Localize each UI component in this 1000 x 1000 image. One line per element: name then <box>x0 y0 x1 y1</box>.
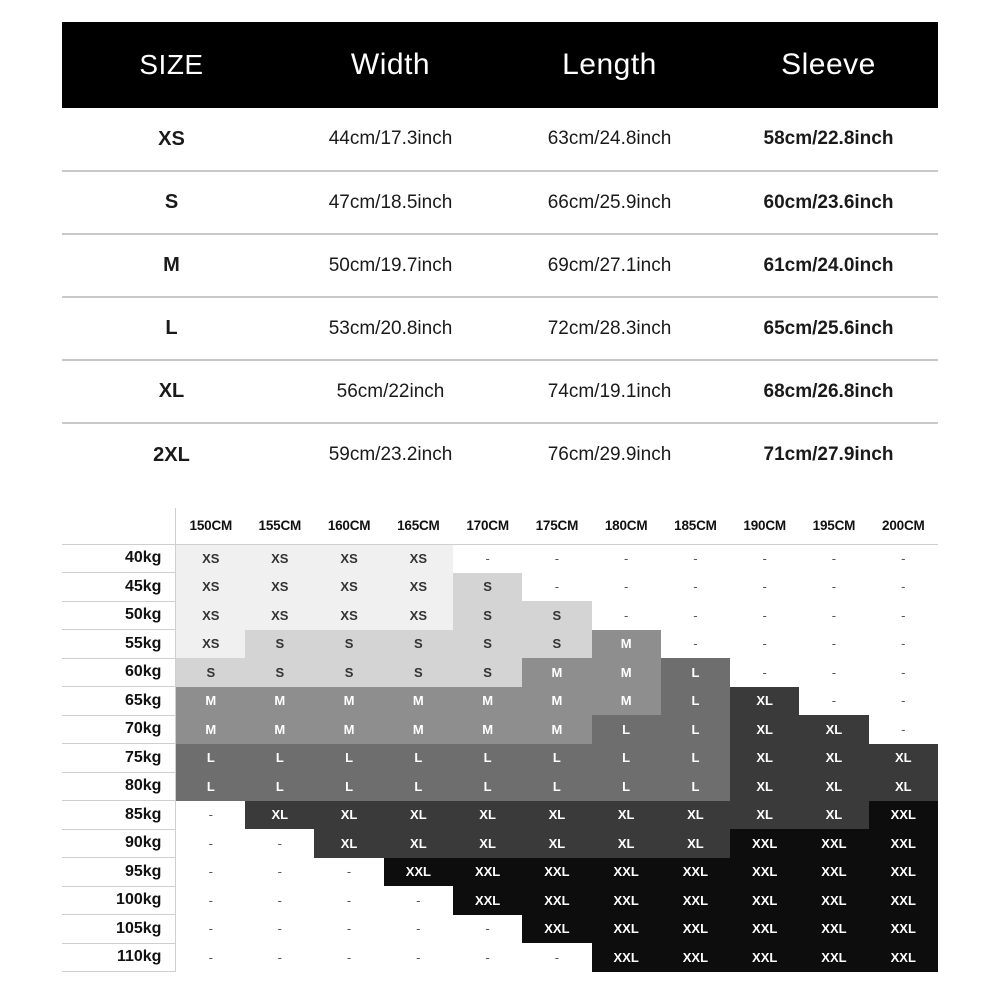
matrix-height-header: 200CM <box>869 508 938 544</box>
matrix-cell-empty: - <box>384 943 453 972</box>
matrix-cell-empty: - <box>869 687 938 716</box>
matrix-cell-size: M <box>176 715 245 744</box>
matrix-cell-size: M <box>522 715 591 744</box>
matrix-cell-size: XXL <box>661 858 730 887</box>
matrix-row <box>62 943 938 972</box>
table-row <box>62 423 938 486</box>
matrix-cell-size: L <box>245 772 314 801</box>
matrix-cell-size: XXL <box>592 943 661 972</box>
header-size: SIZE <box>62 22 281 108</box>
matrix-cell-size: XS <box>384 573 453 602</box>
matrix-cell-size: XL <box>245 801 314 830</box>
matrix-row <box>62 601 938 630</box>
matrix-cell-size: L <box>522 744 591 773</box>
matrix-cell-size: M <box>384 687 453 716</box>
matrix-cell-size: XXL <box>869 801 938 830</box>
matrix-cell-size: S <box>384 630 453 659</box>
cell-size: M <box>62 234 281 297</box>
matrix-cell-empty: - <box>522 544 591 573</box>
matrix-cell-size: XXL <box>869 886 938 915</box>
matrix-height-header: 165CM <box>384 508 453 544</box>
matrix-row <box>62 573 938 602</box>
table-row <box>62 360 938 423</box>
table-row <box>62 171 938 234</box>
matrix-cell-size: XL <box>592 801 661 830</box>
matrix-cell-empty: - <box>384 915 453 944</box>
matrix-cell-size: XL <box>799 715 868 744</box>
matrix-cell-size: XXL <box>799 829 868 858</box>
cell-length: 69cm/27.1inch <box>500 234 719 297</box>
matrix-cell-size: S <box>453 658 522 687</box>
matrix-height-header: 185CM <box>661 508 730 544</box>
matrix-cell-size: XL <box>869 772 938 801</box>
matrix-cell-size: XXL <box>730 886 799 915</box>
matrix-height-header: 175CM <box>522 508 591 544</box>
matrix-cell-size: M <box>592 658 661 687</box>
matrix-row <box>62 544 938 573</box>
matrix-height-header: 170CM <box>453 508 522 544</box>
height-weight-matrix <box>62 508 938 972</box>
matrix-cell-empty: - <box>730 573 799 602</box>
matrix-cell-size: XL <box>522 829 591 858</box>
matrix-cell-empty: - <box>869 658 938 687</box>
matrix-weight-header: 105kg <box>62 915 176 944</box>
matrix-cell-size: XXL <box>453 858 522 887</box>
matrix-cell-size: XS <box>245 544 314 573</box>
matrix-cell-size: XXL <box>592 858 661 887</box>
matrix-cell-empty: - <box>799 658 868 687</box>
matrix-cell-size: S <box>245 630 314 659</box>
matrix-cell-size: XXL <box>592 915 661 944</box>
matrix-cell-empty: - <box>384 886 453 915</box>
matrix-cell-size: M <box>245 715 314 744</box>
matrix-cell-size: L <box>661 658 730 687</box>
matrix-corner-cell <box>62 508 176 544</box>
matrix-cell-size: L <box>661 772 730 801</box>
matrix-cell-size: XXL <box>522 915 591 944</box>
cell-length: 76cm/29.9inch <box>500 423 719 486</box>
cell-width: 53cm/20.8inch <box>281 297 500 360</box>
matrix-cell-empty: - <box>661 601 730 630</box>
matrix-row <box>62 715 938 744</box>
matrix-cell-size: XL <box>314 829 383 858</box>
matrix-row <box>62 829 938 858</box>
matrix-cell-size: XS <box>245 601 314 630</box>
matrix-cell-empty: - <box>245 943 314 972</box>
matrix-weight-header: 50kg <box>62 601 176 630</box>
matrix-weight-header: 40kg <box>62 544 176 573</box>
matrix-cell-empty: - <box>869 573 938 602</box>
matrix-cell-size: L <box>592 772 661 801</box>
matrix-cell-size: S <box>453 601 522 630</box>
matrix-cell-empty: - <box>176 915 245 944</box>
matrix-cell-size: XXL <box>730 829 799 858</box>
matrix-cell-size: XXL <box>661 886 730 915</box>
matrix-cell-size: L <box>176 772 245 801</box>
matrix-cell-size: M <box>592 687 661 716</box>
matrix-cell-size: XL <box>869 744 938 773</box>
cell-sleeve: 60cm/23.6inch <box>719 171 938 234</box>
matrix-cell-size: M <box>522 658 591 687</box>
matrix-weight-header: 85kg <box>62 801 176 830</box>
matrix-cell-size: XS <box>176 544 245 573</box>
matrix-weight-header: 110kg <box>62 943 176 972</box>
matrix-cell-size: XL <box>522 801 591 830</box>
matrix-cell-size: XS <box>384 601 453 630</box>
cell-sleeve: 71cm/27.9inch <box>719 423 938 486</box>
matrix-height-header: 155CM <box>245 508 314 544</box>
matrix-cell-size: M <box>314 687 383 716</box>
matrix-cell-size: XXL <box>592 886 661 915</box>
matrix-height-header: 150CM <box>176 508 245 544</box>
matrix-cell-size: XXL <box>869 858 938 887</box>
matrix-cell-size: XL <box>730 772 799 801</box>
cell-width: 44cm/17.3inch <box>281 108 500 171</box>
matrix-cell-size: XXL <box>869 915 938 944</box>
matrix-cell-size: XS <box>176 573 245 602</box>
cell-size: XS <box>62 108 281 171</box>
matrix-cell-size: XL <box>730 687 799 716</box>
matrix-cell-empty: - <box>869 544 938 573</box>
cell-sleeve: 68cm/26.8inch <box>719 360 938 423</box>
matrix-cell-size: S <box>384 658 453 687</box>
matrix-cell-size: L <box>453 772 522 801</box>
matrix-cell-empty: - <box>730 630 799 659</box>
matrix-cell-size: XL <box>453 801 522 830</box>
matrix-cell-empty: - <box>522 573 591 602</box>
measurement-table-header <box>62 22 938 108</box>
matrix-weight-header: 60kg <box>62 658 176 687</box>
matrix-cell-empty: - <box>869 630 938 659</box>
matrix-cell-size: XL <box>453 829 522 858</box>
matrix-cell-size: XS <box>245 573 314 602</box>
matrix-cell-empty: - <box>453 915 522 944</box>
matrix-cell-size: S <box>314 658 383 687</box>
matrix-cell-empty: - <box>869 715 938 744</box>
matrix-cell-size: XL <box>661 801 730 830</box>
matrix-cell-size: XXL <box>730 943 799 972</box>
matrix-weight-header: 75kg <box>62 744 176 773</box>
matrix-cell-empty: - <box>661 630 730 659</box>
matrix-cell-size: M <box>245 687 314 716</box>
matrix-weight-header: 80kg <box>62 772 176 801</box>
cell-size: 2XL <box>62 423 281 486</box>
matrix-cell-size: XXL <box>799 886 868 915</box>
matrix-cell-empty: - <box>314 858 383 887</box>
matrix-cell-size: XL <box>592 829 661 858</box>
matrix-cell-size: XXL <box>522 858 591 887</box>
matrix-cell-empty: - <box>799 630 868 659</box>
measurement-table-body <box>62 108 938 486</box>
matrix-cell-empty: - <box>661 544 730 573</box>
matrix-cell-size: L <box>453 744 522 773</box>
garment-measurement-table <box>62 22 938 486</box>
matrix-cell-size: XXL <box>730 915 799 944</box>
matrix-header-row <box>62 508 938 544</box>
matrix-cell-empty: - <box>176 858 245 887</box>
matrix-cell-empty: - <box>314 943 383 972</box>
matrix-cell-size: L <box>522 772 591 801</box>
matrix-row <box>62 858 938 887</box>
table-row <box>62 297 938 360</box>
matrix-cell-size: L <box>592 744 661 773</box>
matrix-cell-size: XL <box>730 715 799 744</box>
matrix-cell-size: XL <box>661 829 730 858</box>
matrix-row <box>62 886 938 915</box>
matrix-cell-size: L <box>384 744 453 773</box>
matrix-cell-empty: - <box>314 915 383 944</box>
matrix-cell-empty: - <box>799 687 868 716</box>
cell-size: S <box>62 171 281 234</box>
matrix-cell-empty: - <box>176 829 245 858</box>
matrix-cell-empty: - <box>245 829 314 858</box>
matrix-cell-size: L <box>176 744 245 773</box>
matrix-cell-size: L <box>661 687 730 716</box>
cell-sleeve: 61cm/24.0inch <box>719 234 938 297</box>
matrix-cell-size: XS <box>176 630 245 659</box>
matrix-row <box>62 687 938 716</box>
matrix-cell-empty: - <box>869 601 938 630</box>
header-length: Length <box>500 22 719 108</box>
matrix-cell-size: L <box>661 744 730 773</box>
matrix-cell-empty: - <box>522 943 591 972</box>
matrix-cell-size: XXL <box>453 886 522 915</box>
matrix-cell-size: XS <box>314 601 383 630</box>
matrix-cell-size: XS <box>176 601 245 630</box>
matrix-cell-size: S <box>453 630 522 659</box>
table-row <box>62 234 938 297</box>
cell-sleeve: 58cm/22.8inch <box>719 108 938 171</box>
matrix-cell-empty: - <box>730 601 799 630</box>
cell-width: 47cm/18.5inch <box>281 171 500 234</box>
matrix-height-header: 195CM <box>799 508 868 544</box>
matrix-cell-empty: - <box>592 601 661 630</box>
cell-width: 50cm/19.7inch <box>281 234 500 297</box>
matrix-cell-size: L <box>384 772 453 801</box>
cell-length: 66cm/25.9inch <box>500 171 719 234</box>
matrix-cell-empty: - <box>661 573 730 602</box>
matrix-cell-empty: - <box>245 886 314 915</box>
matrix-height-header: 160CM <box>314 508 383 544</box>
matrix-cell-size: L <box>592 715 661 744</box>
matrix-cell-size: L <box>314 744 383 773</box>
cell-width: 59cm/23.2inch <box>281 423 500 486</box>
matrix-cell-size: S <box>522 601 591 630</box>
matrix-cell-size: XL <box>730 744 799 773</box>
cell-length: 63cm/24.8inch <box>500 108 719 171</box>
matrix-row <box>62 744 938 773</box>
matrix-cell-empty: - <box>799 601 868 630</box>
matrix-weight-header: 100kg <box>62 886 176 915</box>
matrix-weight-header: 70kg <box>62 715 176 744</box>
header-sleeve: Sleeve <box>719 22 938 108</box>
height-weight-matrix-wrapper <box>62 508 938 972</box>
matrix-cell-size: S <box>176 658 245 687</box>
matrix-cell-size: XL <box>384 801 453 830</box>
matrix-cell-empty: - <box>314 886 383 915</box>
table-row <box>62 108 938 171</box>
cell-width: 56cm/22inch <box>281 360 500 423</box>
matrix-cell-size: M <box>384 715 453 744</box>
matrix-cell-empty: - <box>592 544 661 573</box>
matrix-row <box>62 915 938 944</box>
matrix-cell-size: XXL <box>799 915 868 944</box>
matrix-weight-header: 45kg <box>62 573 176 602</box>
matrix-cell-size: S <box>245 658 314 687</box>
matrix-cell-empty: - <box>730 544 799 573</box>
table-header-row <box>62 22 938 108</box>
matrix-cell-size: L <box>245 744 314 773</box>
matrix-cell-empty: - <box>245 858 314 887</box>
matrix-header <box>62 508 938 544</box>
matrix-cell-size: XL <box>799 801 868 830</box>
matrix-cell-size: XL <box>799 744 868 773</box>
matrix-cell-size: M <box>453 687 522 716</box>
matrix-cell-size: XL <box>799 772 868 801</box>
matrix-cell-size: S <box>453 573 522 602</box>
matrix-cell-empty: - <box>245 915 314 944</box>
cell-sleeve: 65cm/25.6inch <box>719 297 938 360</box>
matrix-cell-size: XXL <box>384 858 453 887</box>
matrix-cell-size: M <box>453 715 522 744</box>
matrix-cell-size: XL <box>730 801 799 830</box>
matrix-cell-size: M <box>592 630 661 659</box>
matrix-cell-size: M <box>314 715 383 744</box>
matrix-cell-size: XS <box>314 544 383 573</box>
matrix-cell-size: XL <box>384 829 453 858</box>
matrix-cell-empty: - <box>799 544 868 573</box>
matrix-cell-size: XXL <box>869 943 938 972</box>
cell-size: XL <box>62 360 281 423</box>
matrix-cell-size: M <box>522 687 591 716</box>
matrix-cell-size: L <box>314 772 383 801</box>
matrix-cell-size: XXL <box>799 943 868 972</box>
matrix-cell-empty: - <box>453 544 522 573</box>
matrix-height-header: 180CM <box>592 508 661 544</box>
matrix-cell-size: XXL <box>661 915 730 944</box>
cell-length: 72cm/28.3inch <box>500 297 719 360</box>
matrix-cell-empty: - <box>799 573 868 602</box>
matrix-row <box>62 772 938 801</box>
matrix-body <box>62 544 938 972</box>
matrix-cell-empty: - <box>453 943 522 972</box>
matrix-cell-empty: - <box>176 801 245 830</box>
matrix-row <box>62 658 938 687</box>
matrix-cell-size: XL <box>314 801 383 830</box>
matrix-weight-header: 55kg <box>62 630 176 659</box>
matrix-cell-size: XS <box>384 544 453 573</box>
matrix-cell-size: XXL <box>730 858 799 887</box>
matrix-cell-size: L <box>661 715 730 744</box>
matrix-cell-size: XXL <box>799 858 868 887</box>
matrix-cell-size: XXL <box>661 943 730 972</box>
matrix-cell-size: M <box>176 687 245 716</box>
matrix-weight-header: 90kg <box>62 829 176 858</box>
matrix-cell-size: S <box>314 630 383 659</box>
matrix-weight-header: 95kg <box>62 858 176 887</box>
matrix-height-header: 190CM <box>730 508 799 544</box>
header-width: Width <box>281 22 500 108</box>
matrix-cell-empty: - <box>730 658 799 687</box>
matrix-cell-empty: - <box>176 886 245 915</box>
matrix-cell-size: S <box>522 630 591 659</box>
matrix-cell-empty: - <box>592 573 661 602</box>
matrix-weight-header: 65kg <box>62 687 176 716</box>
cell-length: 74cm/19.1inch <box>500 360 719 423</box>
matrix-row <box>62 801 938 830</box>
matrix-cell-size: XXL <box>522 886 591 915</box>
matrix-cell-empty: - <box>176 943 245 972</box>
matrix-row <box>62 630 938 659</box>
matrix-cell-size: XS <box>314 573 383 602</box>
matrix-cell-size: XXL <box>869 829 938 858</box>
cell-size: L <box>62 297 281 360</box>
